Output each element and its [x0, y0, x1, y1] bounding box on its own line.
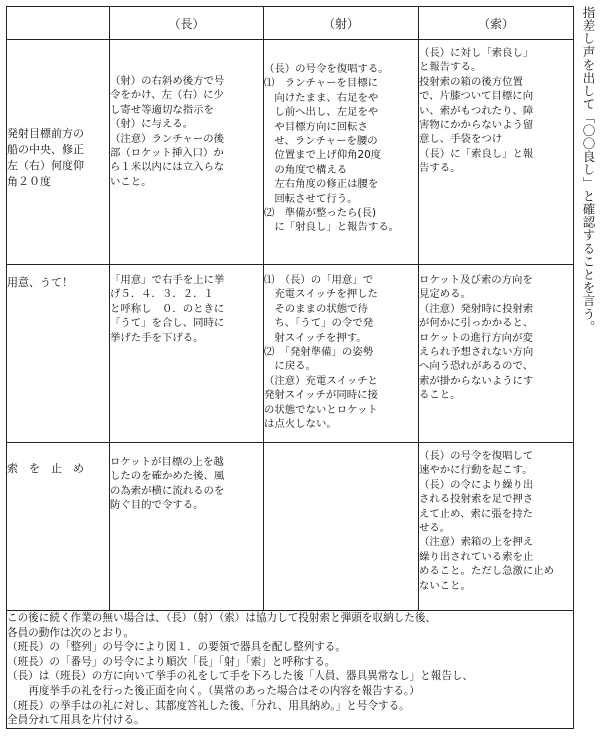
header-row — [7, 7, 574, 40]
table-row — [7, 265, 574, 443]
sha-cell-empty — [264, 443, 419, 611]
side-note: 指差し声を出して「〇〇良し」と確認することを言う。 — [581, 6, 596, 334]
bottom-row — [7, 611, 574, 729]
cho-cell: ロケットが目標の上を越 したのを確かめた後、風 の為索が横に流れるのを 防ぐ目的で令する。 — [110, 443, 264, 611]
table-row — [7, 40, 574, 265]
header-sha: （射） — [264, 7, 419, 40]
closing-procedure: この後に続く作業の無い場合は、（長）（射）（索）は協力して投射索と弾頭を収納した後、 各員の動作は次のとおり。 （班長）の「整列」の号令により図１．の要領で器具を配し整列する。 （班長）の「番号」の号令により順次「長」「射」「索」と呼称する。 （長）は（班長）の方に向いて挙手の礼をして手を下ろした後「人員、器具異常なし」と報告し、 再度挙手の礼を行った後正面を向く。（異常のあった場合はその内容を報告する。） （班長）の挙手はの礼に対し、其都度答礼した後、「分れ、用具納め。」と号令する。 全員分れて用具を片付ける。 — [7, 611, 574, 729]
table-row — [7, 443, 574, 611]
header-saku: （索） — [419, 7, 574, 40]
cho-cell: （射）の右斜め後方で号 令をかけ、左（右）に少 し寄せ等適切な指示を （射）に与える。 （注意）ランチャーの後 部（ロケット挿入口）か ら１米以内には立入らな いこと。 — [110, 40, 264, 265]
header-blank — [7, 7, 110, 40]
row-label: 索 を 止 め — [7, 443, 110, 611]
saku-cell: ロケット及び索の方向を 見定める。 （注意）発射時に投射索 が何かに引っかかると、 ロケットの進行方向が変 えられ予想されない方向 へ向う恐れがあるので、 索が掛からないようにす ること。 — [419, 265, 574, 443]
row-label: 用意、うて！ — [7, 265, 110, 443]
saku-cell: （長）の号令を復唱して 速やかに行動を起こす。 （長）の令により繰り出 される投射索を足で押さ えて止め、索に張を持た せる。 （注意）索箱の上を押え 繰り出されている索を止 めること。ただし急激に止め ないこと。 — [419, 443, 574, 611]
sha-cell: ⑴ （長）の「用意」で 充電スイッチを押した そのままの状態で待 ち、「うて」の令で発 射スイッチを押す。 ⑵ 「発射準備」の姿勢 に戻る。 （注意）充電スイッチと 発射スイッチが同時に接 の状態でないとロケット は点火しない。 — [264, 265, 419, 443]
instruction-document — [6, 6, 573, 752]
saku-cell: （長）に対し「索良し」 と報告する。 投射索の箱の後方位置 で、片膝ついて目標に向 い、索がもつれたり、障 害物にかからないよう留 意し、手袋をつけ （長）に「索良し」と報 告する。 — [419, 40, 574, 265]
cho-cell: 「用意」で右手を上に挙 げ５．４．３．２．１ と呼称し ０．のときに 「うて」を合し、同時に 挙げた手を下げる。 — [110, 265, 264, 443]
header-cho: （長） — [110, 7, 264, 40]
row-label: 発射目標前方の 船の中央、修正 左（右）何度仰 角２０度 — [7, 40, 110, 265]
sha-cell: （長）の号令を復唱する。 ⑴ ランチャーを目標に 向けたまま、右足をや し前へ出し、左足をや や目標方向に回転さ せ、ランチャーを腰の 位置まで上げ仰角20度 の角度で構える 左右角度の修正は腰を 回転させて行う。 ⑵ 準備が整ったら(長) に「射良し」と報告する。 — [264, 40, 419, 265]
procedure-table — [6, 6, 574, 729]
